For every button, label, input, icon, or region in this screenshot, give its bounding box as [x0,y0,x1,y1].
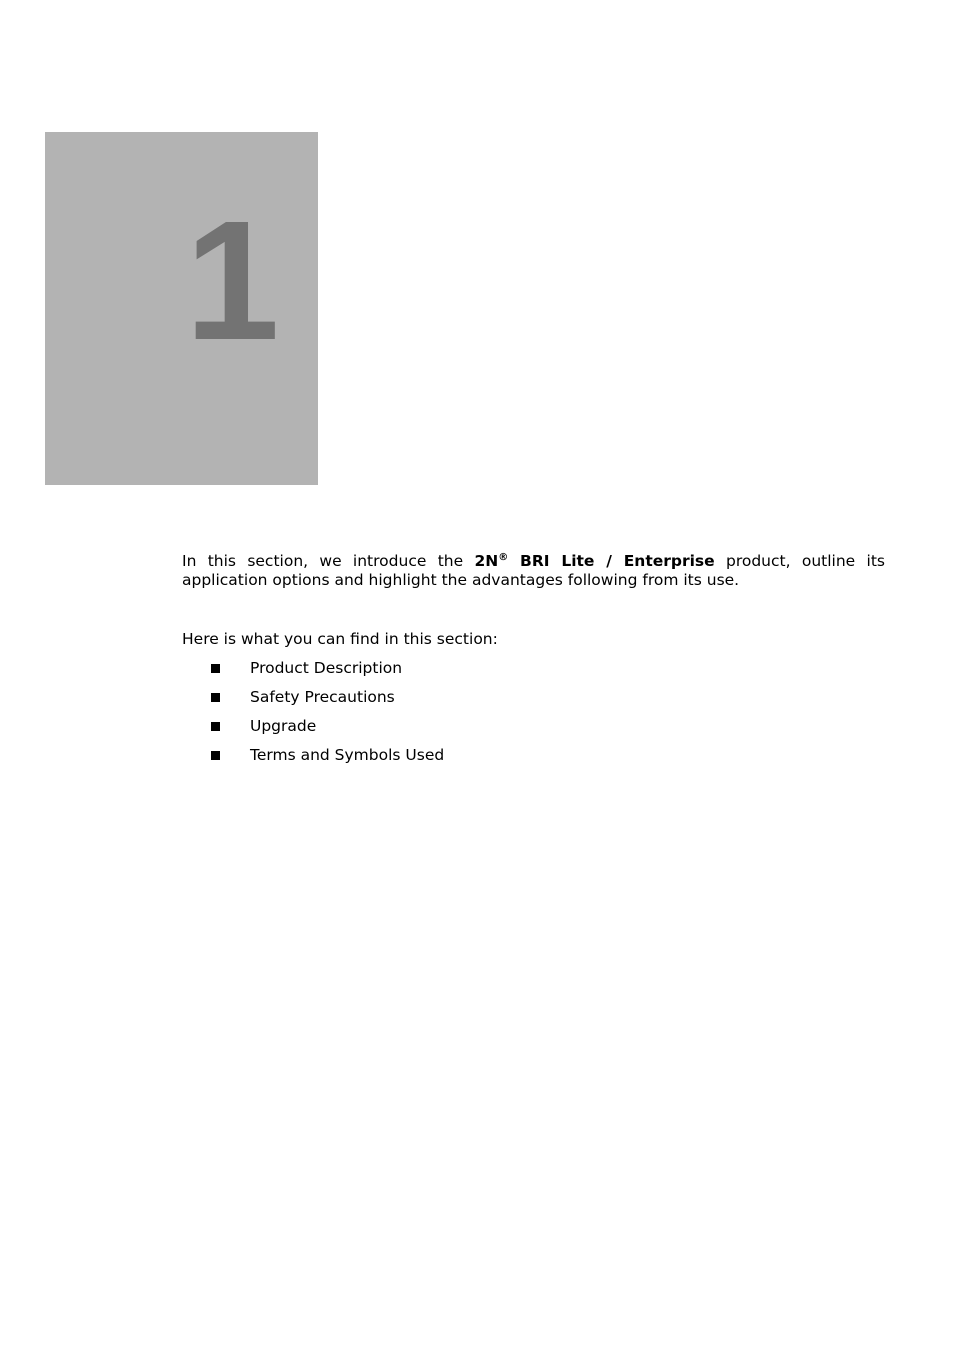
square-bullet-icon [211,722,220,731]
registered-mark: ® [498,551,509,563]
square-bullet-icon [211,664,220,673]
chapter-number-block [45,132,318,485]
intro-text-before: In this section, we introduce the [182,552,475,570]
list-item [182,717,885,746]
list-item [182,659,885,688]
section-content [182,552,885,775]
list-item [182,746,885,775]
intro-text-after: product, outline its application options and highlight the advantages following from its use. [182,552,885,589]
list-item [182,688,885,717]
section-contents-list [182,659,885,775]
brand-name: 2N [474,552,499,570]
list-item-label: Product Description [250,659,403,677]
chapter-number: 1 [185,186,280,376]
list-item-label: Safety Precautions [250,688,395,706]
square-bullet-icon [211,693,220,702]
product-name [474,552,714,570]
product-model: BRI Lite / Enterprise [508,552,715,570]
contents-heading: Here is what you can find in this section: [182,630,498,648]
list-item-label: Upgrade [250,717,317,735]
list-item-label: Terms and Symbols Used [250,746,445,764]
intro-paragraph [182,552,885,590]
square-bullet-icon [211,751,220,760]
